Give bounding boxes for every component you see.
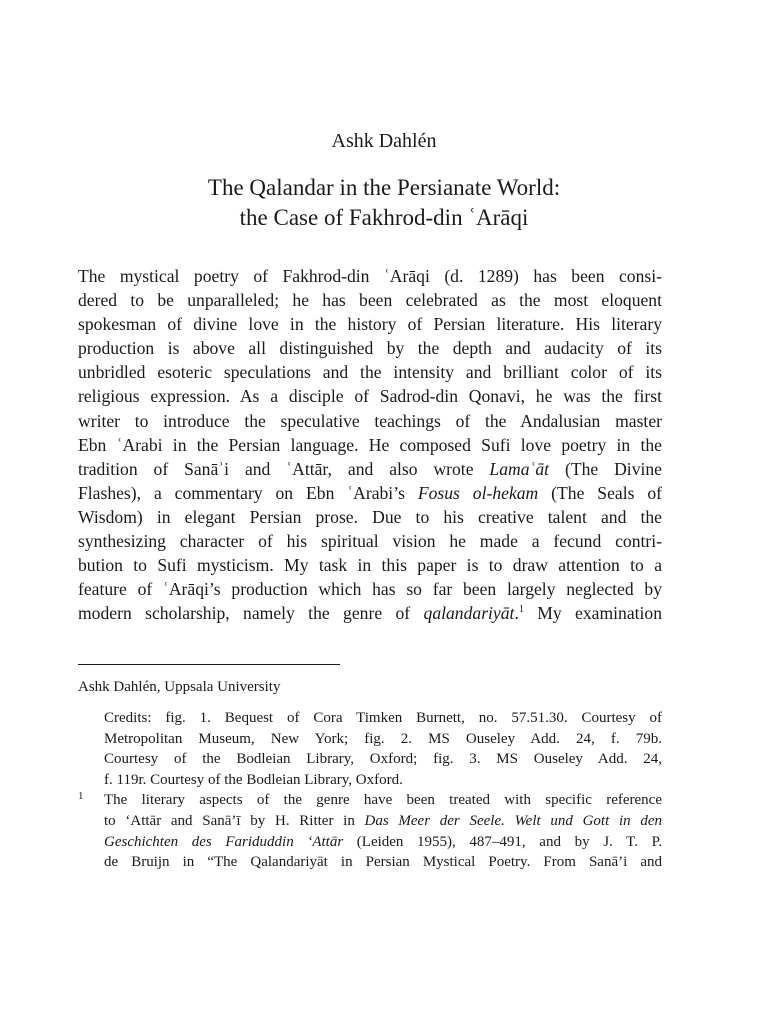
credits-line: f. 119r. Courtesy of the Bodleian Library, Oxford. (104, 771, 403, 788)
footnote-line: Geschichten des Fariduddin ‘Attār (Leiden 1955), 487–491, and by J. T. P. (104, 833, 662, 850)
author-name: Ashk Dahlén (331, 130, 437, 152)
body-line: feature of ʿArāqi’s production which has so far been largely neglected by (78, 579, 662, 600)
body-line: synthesizing character of his spiritual vision he made a fecund contri- (78, 531, 662, 552)
body-line: production is above all distinguished by the depth and audacity of its (78, 338, 662, 359)
body-paragraph (78, 264, 662, 625)
body-line: spokesman of divine love in the history of Persian literature. His literary (78, 314, 662, 335)
footnote-line: de Bruijn in “The Qalandariyāt in Persian Mystical Poetry. From Sanā’i and (104, 854, 662, 871)
body-line: Ebn ʿArabi in the Persian language. He composed Sufi love poetry in the (78, 434, 662, 455)
credits-line: Credits: fig. 1. Bequest of Cora Timken Burnett, no. 57.51.30. Courtesy of (104, 710, 662, 726)
footnote-line: to ‘Attār and Sanā’ī by H. Ritter in Das Meer der Seele. Welt und Gott in den (104, 812, 662, 829)
footnote-ref: 1 (518, 604, 524, 616)
footnote-divider (78, 664, 340, 665)
footnote-line: The literary aspects of the genre have been treated with specific reference (104, 792, 662, 809)
footnote-1 (78, 790, 662, 872)
body-line: Flashes), a commentary on Ebn ʿArabi’s Fosus ol-hekam (The Seals of (78, 482, 663, 503)
body-line: religious expression. As a disciple of Sadrod-din Qonavi, he was the first (78, 386, 662, 407)
credits-note (104, 708, 662, 790)
article-title (0, 173, 768, 233)
footnote-number: 1 (78, 790, 84, 803)
body-line: bution to Sufi mysticism. My task in this paper is to draw attention to a (78, 555, 662, 576)
credits-line: Metropolitan Museum, New York; fig. 2. MS Ouseley Add. 24, f. 79b. (104, 730, 662, 747)
credits-line: Courtesy of the Bodleian Library, Oxford; fig. 3. MS Ouseley Add. 24, (104, 751, 662, 768)
body-line: tradition of Sanāʾi and ʿAttār, and also wrote Lamaʿāt (The Divine (78, 458, 662, 479)
body-line: The mystical poetry of Fakhrod-din ʿArāqi (d. 1289) has been consi- (78, 266, 662, 286)
body-line: modern scholarship, namely the genre of qalandariyāt.$^1$ My examination (78, 603, 662, 624)
author-affiliation: Ashk Dahlén, Uppsala University (78, 679, 281, 695)
title-line-2: the Case of Fakhrod-din ʿArāqi (239, 205, 529, 230)
body-line: writer to introduce the speculative teachings of the Andalusian master (78, 410, 662, 431)
title-line-1: The Qalandar in the Persianate World: (207, 175, 561, 200)
body-line: dered to be unparalleled; he has been celebrated as the most eloquent (78, 290, 662, 311)
body-line: Wisdom) in elegant Persian prose. Due to his creative talent and the (78, 506, 662, 527)
footnotes (78, 708, 662, 873)
body-line: unbridled esoteric speculations and the intensity and brilliant color of its (78, 362, 662, 383)
